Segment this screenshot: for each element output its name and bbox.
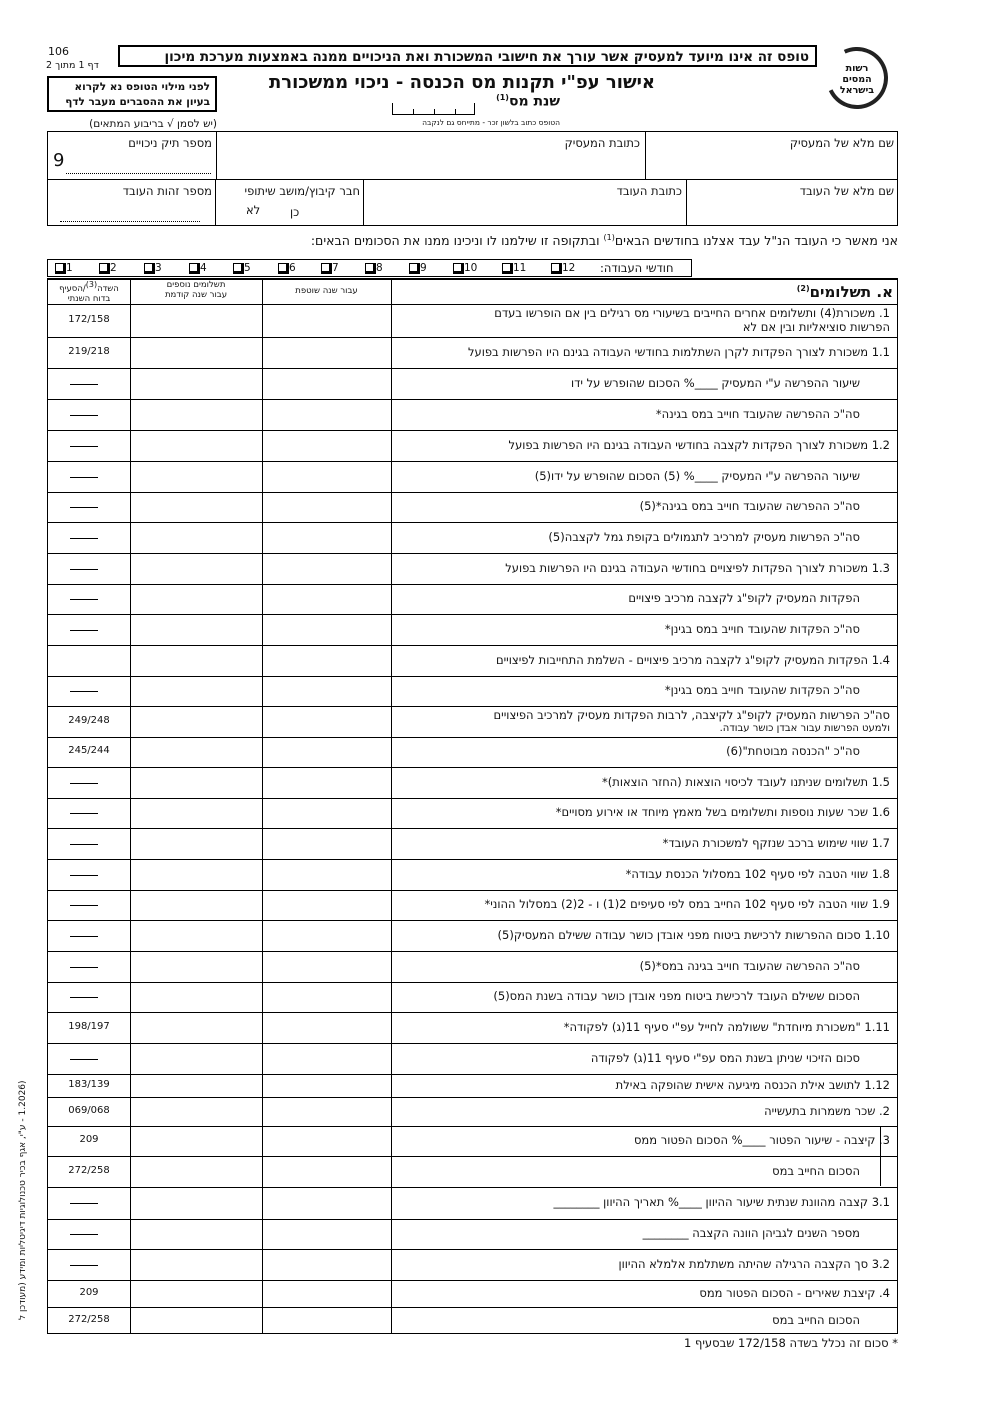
previous-year-amount[interactable] [131, 1075, 261, 1096]
current-year-amount[interactable] [263, 462, 390, 491]
row-description: הפקדות המעסיק לקופ"ג לקצבה מרכיב פיצויים [628, 591, 860, 605]
code-placeholder [70, 384, 98, 385]
employer-name-label: שם מלא של המעסיק [789, 136, 894, 150]
employee-name-label: שם מלא של העובד [799, 184, 894, 198]
tax-year-label: שנת מס$^{(1)}$ [496, 93, 560, 110]
code-placeholder [70, 905, 98, 906]
current-year-amount[interactable] [263, 952, 390, 981]
side-note: (1.2026 - ע"י, אגף בכיר טכנולוגיות דיגיטליות ומידע (מעודכן ל [18, 1080, 28, 1320]
withholding-file-label: מספר תיק ניכויים [128, 136, 212, 150]
month-checkbox-8[interactable]: 8 [362, 262, 383, 274]
previous-year-amount[interactable] [131, 829, 261, 858]
current-year-amount[interactable] [263, 1281, 390, 1306]
current-year-amount[interactable] [263, 1098, 390, 1125]
month-checkbox-4[interactable]: 4 [186, 262, 207, 274]
current-year-amount[interactable] [263, 1157, 390, 1186]
read-instructions-note: לפני מילוי הטופס נא לקרוא בעיון את ההסברים מעבר לדף [47, 76, 217, 112]
row-description: סה"כ הפקדות שהעובד חוייב במס בגינן* [664, 683, 860, 697]
previous-year-amount[interactable] [131, 338, 261, 367]
month-checkbox-3[interactable]: 3 [141, 262, 162, 274]
row-description: סה"כ הפרשות מעסיק למרכיב לתגמולים בקופת גמל לקצבה(5) [548, 529, 860, 544]
row-description: 1.10 סכום ההפרשות לרכישת ביטוח מפני אובדן כושר עבודה ששילם המעסיק(5) [497, 927, 890, 942]
checkbox-icon[interactable] [278, 263, 289, 274]
field-code: 183/139 [68, 1078, 110, 1090]
form-title: אישור עפ"י תקנות מס הכנסה - ניכוי ממשכורת [268, 72, 655, 93]
row-description: הסכום החייב במס [772, 1163, 860, 1178]
employee-address-label: כתובת העובד [616, 184, 682, 198]
month-checkbox-1[interactable]: 1 [52, 262, 73, 274]
employee-name-field[interactable] [690, 200, 894, 224]
previous-year-amount[interactable] [131, 768, 261, 797]
current-year-amount[interactable] [263, 829, 390, 858]
row-description: 1.6 שכר שעות נוספות ותשלומים בשל מאמץ מיוחד או אירוע מסויים* [555, 805, 890, 819]
current-year-amount[interactable] [263, 1127, 390, 1155]
previous-year-amount[interactable] [131, 1157, 261, 1186]
current-year-amount[interactable] [263, 646, 390, 675]
checkbox-icon[interactable] [502, 263, 513, 274]
row-description: שיעור ההפרשה ע"י המעסיק ____% הסכום שהופרש על ידו [570, 375, 860, 390]
current-year-amount[interactable] [263, 1250, 390, 1279]
checkbox-icon[interactable] [365, 263, 376, 274]
banner: טופס זה אינו מיועד למעסיק אשר עורך את חישובי המשכורת ואת הניכויים ממנה באמצעות מערכת מיכון [118, 45, 817, 67]
current-year-amount[interactable] [263, 1044, 390, 1073]
previous-year-amount[interactable] [131, 1308, 261, 1333]
previous-year-amount[interactable] [131, 677, 261, 705]
row-description: 1. משכורת(4) ותשלומים אחרים החייבים בשיעורי מס רגילים בין אם הופרשו בעדם הפרשות סוציאליות ובין אם לא [494, 306, 890, 334]
code-placeholder [70, 477, 98, 478]
row-description: סה"כ הפקדות שהעובד חוייב במס בגינן* [664, 621, 860, 636]
previous-year-amount[interactable] [131, 615, 261, 644]
kibbutz-no-option[interactable]: לא [246, 203, 261, 217]
current-year-amount[interactable] [263, 1308, 390, 1333]
row-description: סה"כ "הכנסה מבוטחת"(6) [726, 744, 860, 758]
row-description: סכום הזיכוי שניתן בשנת המס עפ"י סעיף 11(ג) לפקודה [590, 1050, 860, 1065]
previous-year-amount[interactable] [131, 707, 261, 736]
previous-year-amount[interactable] [131, 462, 261, 491]
previous-year-amount[interactable] [131, 799, 261, 827]
field-code: 198/197 [68, 1020, 110, 1032]
page-of: דף 1 מתוך 2 [46, 60, 99, 71]
code-placeholder [70, 967, 98, 968]
withholding-file-field[interactable] [66, 165, 211, 174]
current-year-amount[interactable] [263, 338, 390, 367]
row-description: 4. קיצבת שאירים - הסכום הפטור ממס [699, 1285, 890, 1300]
current-year-amount[interactable] [263, 738, 390, 766]
month-checkbox-7[interactable]: 7 [318, 262, 339, 274]
previous-year-amount[interactable] [131, 1250, 261, 1279]
current-year-amount[interactable] [263, 369, 390, 398]
previous-year-amount[interactable] [131, 305, 261, 336]
current-year-amount[interactable] [263, 554, 390, 583]
checkbox-icon[interactable] [453, 263, 464, 274]
code-placeholder [70, 936, 98, 937]
employer-name-field[interactable] [650, 152, 890, 176]
code-placeholder [70, 844, 98, 845]
code-placeholder [70, 569, 98, 570]
checkbox-icon[interactable] [99, 263, 110, 274]
code-placeholder [70, 1234, 98, 1235]
code-placeholder [70, 630, 98, 631]
month-checkbox-11[interactable]: 11 [499, 262, 526, 274]
current-year-amount[interactable] [263, 585, 390, 613]
employer-address-label: כתובת המעסיק [564, 136, 640, 150]
previous-year-amount[interactable] [131, 646, 261, 675]
row-description: 1.11 "משכורת מיוחדת" ששולמה לחייל עפ"י סעיף 11(ג) לפקודה* [563, 1019, 890, 1034]
previous-year-amount[interactable] [131, 921, 261, 950]
tax-year-field[interactable] [392, 103, 475, 115]
current-year-amount[interactable] [263, 431, 390, 460]
month-checkbox-9[interactable]: 9 [406, 262, 427, 274]
code-placeholder [70, 691, 98, 692]
row-description: הסכום החייב במס [772, 1312, 860, 1327]
col-previous-year: תשלומים נוספים עבור שנה קודמת [164, 280, 228, 300]
field-code: 069/068 [68, 1104, 110, 1116]
row-description: 1.3 משכורת לצורך הפקדות לפיצויים בחודשי העבודה בגינם היו הפרשות בפועל [505, 560, 890, 575]
current-year-amount[interactable] [263, 768, 390, 797]
row-description: 3.2 סך הקצבה הרגילה שהיתה משתלמת אלמלא ההיוון [618, 1256, 890, 1271]
code-placeholder [70, 997, 98, 998]
row-description: הסכום ששילם העובד לרכישת ביטוח מפני אובדן כושר עבודה בשנת המס(5) [493, 989, 860, 1003]
code-placeholder [70, 538, 98, 539]
current-year-amount[interactable] [263, 1188, 390, 1218]
previous-year-amount[interactable] [131, 738, 261, 766]
checkbox-icon[interactable] [551, 263, 562, 274]
checkbox-icon[interactable] [233, 263, 244, 274]
employee-address-field[interactable] [368, 200, 682, 224]
subsection-divider [880, 1156, 881, 1186]
code-placeholder [70, 1059, 98, 1060]
current-year-amount[interactable] [263, 493, 390, 521]
row-description: סה"כ ההפרשה שהעובד חוייב במס בגינה*(5) [639, 499, 860, 513]
row-description: שיעור ההפרשה ע"י המעסיק ____% (5) הסכום שהופרש על ידו(5) [534, 468, 860, 483]
row-description: 1.1 משכורת לצורך הפקדות לקרן השתלמות בחודשי העבודה בגינם היו הפרשות בפועל [467, 344, 890, 359]
col-field-code: השדה$^{(3)}$/הסעיף בדוח השנתי [59, 280, 119, 304]
row-description: 3.1 קצבה מהוונת שנתית שיעור ההיוון ____% תאריך ההיוון ________ [553, 1195, 890, 1209]
code-placeholder [70, 415, 98, 416]
subsection-divider [880, 1126, 881, 1156]
previous-year-amount[interactable] [131, 369, 261, 398]
row-description: 1.5 תשלומים שניתנו לעובד לכיסוי הוצאות (החזר הוצאות)* [602, 774, 890, 789]
code-placeholder [70, 1265, 98, 1266]
row-description: סה"כ הפרשות המעסיק לקופ"ג לקיצבה, לרבות הפקדות מעסיק למרכיב הפיצויים ולמעט הפרשות עבור אבדן כושר עבודה. [493, 708, 890, 734]
checkbox-icon[interactable] [189, 263, 200, 274]
current-year-amount[interactable] [263, 1220, 390, 1248]
previous-year-amount[interactable] [131, 860, 261, 889]
employee-id-label: מספר זהות העובד [122, 184, 212, 198]
row-description: מספר השנים לגביהן הוונה הקצבה ________ [642, 1226, 860, 1240]
current-year-amount[interactable] [263, 921, 390, 950]
previous-year-amount[interactable] [131, 431, 261, 460]
row-description: 1.8 שווי הטבה לפי סעיף 102 במסלול הכנסת עבודה* [625, 866, 890, 881]
previous-year-amount[interactable] [131, 493, 261, 521]
section-title: א. תשלומים$^{(2)}$ [796, 283, 893, 301]
previous-year-amount[interactable] [131, 523, 261, 552]
field-code: 272/258 [68, 1313, 110, 1325]
field-code: 209 [79, 1286, 99, 1298]
current-year-amount[interactable] [263, 799, 390, 827]
current-year-amount[interactable] [263, 1075, 390, 1096]
code-placeholder [70, 507, 98, 508]
code-placeholder [70, 875, 98, 876]
month-checkbox-6[interactable]: 6 [275, 262, 296, 274]
employer-address-field[interactable] [220, 152, 640, 176]
previous-year-amount[interactable] [131, 983, 261, 1011]
withholding-file-prefix: 9 [53, 150, 65, 171]
previous-year-amount[interactable] [131, 1281, 261, 1306]
previous-year-amount[interactable] [131, 585, 261, 613]
code-placeholder [70, 813, 98, 814]
check-note: (יש לסמן √ בריבוע המתאים) [89, 118, 217, 130]
row-description: 1.4 הפקדות המעסיק לקופ"ג לקצבה מרכיב פיצויים - השלמת התחייבות לפיצויים [495, 652, 890, 667]
row-description: 1.12 לתושב אילת הכנסה מיגיעה אישית שהופקה באילת [615, 1077, 890, 1092]
code-placeholder [70, 599, 98, 600]
current-year-amount[interactable] [263, 707, 390, 736]
months-label: חודשי העבודה: [600, 261, 674, 275]
current-year-amount[interactable] [263, 677, 390, 705]
previous-year-amount[interactable] [131, 952, 261, 981]
code-placeholder [70, 783, 98, 784]
row-description: סה"כ ההפרשה שהעובד חוייב בגינה במס*(5) [639, 958, 860, 973]
month-checkbox-12[interactable]: 12 [548, 262, 575, 274]
current-year-amount[interactable] [263, 400, 390, 429]
row-description: 1.9 שווי הטבה לפי סעיף 102 החייב במס לפי סעיפים 2(1) ו - 2(2) במסלול ההוני* [484, 897, 890, 911]
row-description: 3. קיצבה - שיעור הפטור ____% הסכום הפטור ממס [633, 1133, 890, 1147]
current-year-amount[interactable] [263, 891, 390, 919]
month-checkbox-5[interactable]: 5 [230, 262, 251, 274]
checkbox-icon[interactable] [55, 263, 66, 274]
field-code: 219/218 [68, 345, 110, 357]
previous-year-amount[interactable] [131, 1013, 261, 1042]
current-year-amount[interactable] [263, 523, 390, 552]
kibbutz-label: חבר קיבוץ/מושב שיתופי [244, 184, 360, 198]
row-description: 1.2 משכורת לצורך הפקדות לקצבה בחודשי העבודה בגינם היו הפרשות בפועל [508, 437, 890, 452]
month-checkbox-2[interactable]: 2 [96, 262, 117, 274]
previous-year-amount[interactable] [131, 1044, 261, 1073]
statement: אני מאשר כי העובד הנ"ל עבד אצלנו בחודשים הבאים$^{(1)}$ ובתקופה זו שילמנו לו וניכינו ממנו את הסכומים הבאים: [310, 233, 898, 249]
previous-year-amount[interactable] [131, 1127, 261, 1155]
month-checkbox-10[interactable]: 10 [450, 262, 477, 274]
current-year-amount[interactable] [263, 1013, 390, 1042]
col-current-year: עבור שנה שוטפת [295, 286, 358, 296]
field-code: 245/244 [68, 745, 110, 756]
previous-year-amount[interactable] [131, 1220, 261, 1248]
previous-year-amount[interactable] [131, 891, 261, 919]
field-code: 172/158 [68, 313, 110, 325]
checkbox-icon[interactable] [144, 263, 155, 274]
current-year-amount[interactable] [263, 305, 390, 336]
current-year-amount[interactable] [263, 615, 390, 644]
previous-year-amount[interactable] [131, 554, 261, 583]
previous-year-amount[interactable] [131, 1098, 261, 1125]
current-year-amount[interactable] [263, 860, 390, 889]
checkbox-icon[interactable] [321, 263, 332, 274]
previous-year-amount[interactable] [131, 1188, 261, 1218]
current-year-amount[interactable] [263, 983, 390, 1011]
code-placeholder [70, 446, 98, 447]
row-description: סה"כ ההפרשה שהעובד חוייב במס בגינה* [655, 406, 860, 421]
field-code: 209 [79, 1134, 99, 1145]
field-code: 272/258 [68, 1164, 110, 1176]
form-number: 106 [48, 45, 69, 58]
row-description: 2. שכר משמרות בתעשייה [764, 1103, 890, 1118]
kibbutz-yes-option[interactable]: כן [290, 205, 300, 219]
code-placeholder [70, 1203, 98, 1204]
previous-year-amount[interactable] [131, 400, 261, 429]
field-code: 249/248 [68, 714, 110, 726]
row-description: 1.7 שווי שימוש ברכב שנזקף למשכורת העובד* [662, 835, 890, 850]
logo-text: רשות המסים בישראל [839, 63, 875, 96]
gender-note: הטופס כתוב בלשון זכר - מתייחס גם לנקבה [422, 118, 560, 127]
employee-id-field[interactable] [60, 213, 200, 222]
footnote: * סכום זה נכלל בשדה 172/158 שבסעיף 1 [684, 1336, 898, 1350]
checkbox-icon[interactable] [409, 263, 420, 274]
